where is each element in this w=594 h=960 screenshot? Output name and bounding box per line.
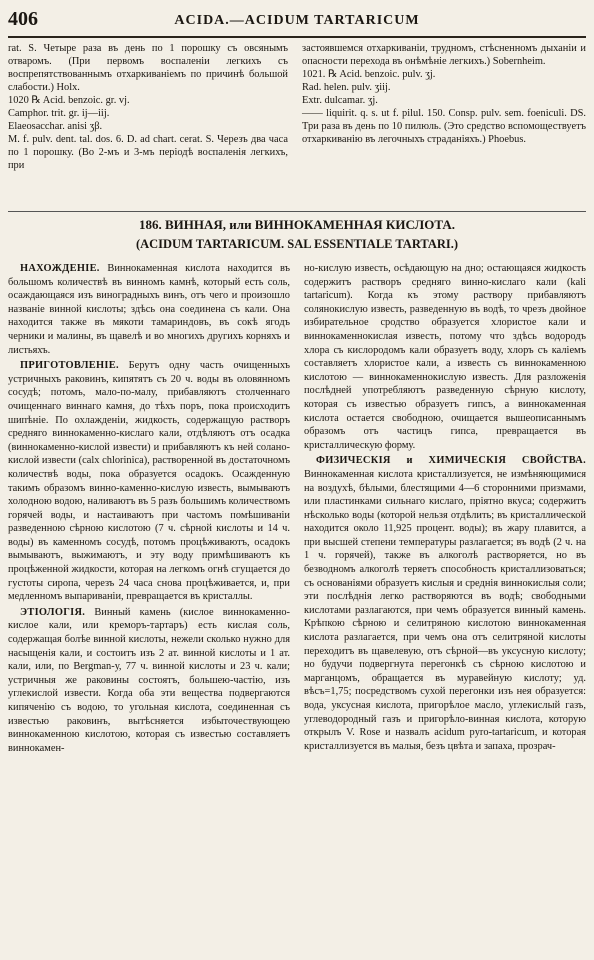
page-number: 406 (8, 8, 38, 30)
paragraph-text: Виннокаменная кислота находится въ большомъ количествѣ въ винномъ камнѣ, который есть соль, осаждающаяся изъ виноградныхъ винъ, отъ чего и произошло названіе винной кислоты; здѣсь она соединена съ кали. Она находится также въ мякоти тамариндовъ, въ сокѣ ягодъ черники и малины, въ щавелѣ и во многихъ другихъ корняхъ и листьяхъ. (8, 263, 290, 356)
body-right-column (304, 262, 586, 753)
section-title: 186. ВИННАЯ, или ВИННОКАМЕННАЯ КИСЛОТА. (139, 217, 455, 232)
prescription-line: 1020 ℞ Acid. benzoic. gr. vj. (8, 95, 130, 106)
section-subtitle: (ACIDUM TARTARICUM. SAL ESSENTIALE TARTARI.) (135, 237, 459, 251)
prescription-line: Rad. helen. pulv. ʒiij. (302, 82, 391, 93)
section-divider (8, 211, 586, 212)
paragraph-continuation (304, 262, 586, 452)
paragraph-heading: ФИЗИЧЕСКІЯ и ХИМИЧЕСКІЯ СВОЙСТВА. (316, 455, 586, 467)
running-title: ACIDA.—ACIDUM TARTARICUM (174, 13, 420, 28)
prescription-text: rat. S. Четыре раза въ день по 1 порошку съ овсянымъ отваромъ. (При первомъ воспаленіи легкихъ съ воспрепятствованнымъ отхаркиваніемъ по причинѣ большой слабости.) Ноlх. (8, 43, 288, 93)
paragraph-etiology (8, 606, 290, 756)
paragraph-text: Винный камень (кислое виннокаменно-кислое кали, или креморъ-тартаръ) есть кислая соль, содержащая болѣе винной кислоты, нежели сколько нужно для насыщенія кали, и состоитъ изъ 2 ат. винной кислоты и 1 ат. кали, или, по Bergman-у, 77 ч. винной кислоты и 23 ч. кали; устричныя же раковины состоятъ, большею-частію, изъ углекислой извести. Когда оба эти вещества подвергаются кипяченію съ водою, то угольная кислота, соединенная съ известью раковинъ, вытѣсняется избыточествующею виннокаменною кислотою, которая съ известью составляетъ виннокамен- (8, 606, 290, 754)
page-header (8, 6, 586, 38)
prescription-text: M. f. pulv. dent. tal. dos. 6. D. ad chart. cerat. S. Черезъ два часа по 1 порошку. (Во 2-мъ и 3-мъ періодѣ воспаленія легкихъ, при (8, 134, 288, 171)
paragraph-preparation (8, 359, 290, 604)
paragraph-text: Виннокаменная кислота кристаллизуется, не измѣняющимися на воздухѣ, бѣлыми, блестящими 4—6 сторонними призмами, или пластинками сильнаго кислаго, пріятно вкуса; содержитъ нѣсколько воды (которой нельзя отдѣлить; въ кристаллической находится около 11,925 процент. воды); въ жару плавится, а при высшей степени температуры разлагается; въ водѣ (2 ч. на 1 ч. горячей), также въ алкоголѣ растворяется, но въ безводномъ алкоголѣ теряетъ способность кристаллизоваться; съ основаніями образуетъ кислыя и среднія виннокислыя соли; эти послѣднія легко растворяются въ водѣ; свободными кислотами разлагаются, при чемъ образуется винный камень. Крѣпкою сѣрною и селитряною кислотою виннокаменная кислота разлагается, при чемъ она отъ селитряной кислоты переходитъ въ щавелевую, отъ сѣрной—въ уксусную кислоту; но будучи подвергнута перегонкѣ съ сѣрною кислотою и марганцомъ, обращается въ муравейную кислоту; уд. вѣсъ=1,75; посредствомъ сухой перегонки изъ нея образуется: вода, уксусная кислота, пригорѣлое масло, углекислый газъ, углеводородный газъ и пригорѣло-винная кислота, которую открылъ V. Rose и назвалъ acidum pyro-tartaricum, и которая кристаллизуется въ малыя, безъ цвѣта и запаха, прозрач- (304, 468, 586, 752)
top-left-column (8, 42, 288, 172)
prescription-line: Camphor. trit. gr. ij—iij. (8, 108, 110, 119)
paragraph-text: но-кислую известь, осѣдающую на дно; остающаяся жидкость содержитъ растворъ средняго винно-кислаго кали (kali tartaricum). Когда къ этому раствору прибавляютъ солянокислую известь, разведенную въ водѣ, то чрезъ двойное избирательное сродство образуется хлористое кали и виннокаменнокислая известь, потому что здѣсь водородъ хлора съ кислородомъ кали образуетъ воду, хлоръ съ каліемъ составляетъ хлористое кали, а известь съ виннокаменною кислотою — виннокаменнокислую известь. Для разложенія послѣдней употребляютъ разведенную сѣрную кислоту, которая съ известью образуетъ гипсъ, а виннокаменная кислота остается свободною, очищается вышеописаннымъ образомъ отъ частицъ гипса, превращается въ кристаллическую форму. (304, 263, 586, 451)
body-left-column (8, 262, 290, 755)
paragraph-heading: ЭТІОЛОГІЯ. (20, 606, 86, 618)
prescription-line: 1021. ℞ Acid. benzoic. pulv. ʒj. (302, 69, 436, 80)
paragraph-properties (304, 454, 586, 753)
paragraph-occurrence (8, 262, 290, 357)
prescription-line: Elaeosacchar. anisi ʒβ. (8, 121, 103, 132)
paragraph-heading: ПРИГОТОВЛЕНІЕ. (20, 360, 119, 372)
prescription-line: Extr. dulcamar. ʒj. (302, 95, 378, 106)
prescription-text: застоявшемся отхаркиваніи, трудномъ, стѣсненномъ дыханіи и опасности перехода въ онѣмѣніе легкихъ.) Sobernheim. (302, 43, 586, 67)
prescription-text: —— liquirit. q. s. ut f. pilul. 150. Consp. pulv. sem. foeniculi. DS. Три раза въ день по 10 пилюль. (Это средство вспомоществуетъ отхаркиванію въ легочныхъ страданіяхъ.) Phoebus. (302, 108, 586, 145)
top-right-column (302, 42, 586, 146)
paragraph-text: Берутъ одну часть очищенныхъ устричныхъ раковинъ, кипятятъ съ 20 ч. воды въ оловянномъ сосудѣ; потомъ, мало-по-малу, прибавляютъ столченнаго очищеннаго виннаго камня, до тѣхъ поръ, пока происходитъ шипѣніе. По охлажденіи, жидкость, содержащую растворъ средняго виннокаменно-кислаго кали, отдѣляютъ отъ осадка (виннокаменно-кислой извести) и прибавляютъ къ ней солано-кислой извести (calx chlorinica), растворенной въ достаточномъ количествѣ воды, пока образуется осадокъ. Осажденную такимъ образомъ винно-каменно-кислую известь, вымываютъ холодною водою, наливаютъ въ 5 разъ большимъ количествомъ горячей воды, и настаиваютъ при частомъ помѣшиваніи разведенною сѣрною кислотою (7 ч. сѣрной кислоты и 14 ч. воды) въ каменномъ сосудѣ, потомъ процѣживаютъ, осадокъ вымываютъ, выжимаютъ, и эту воду примѣшиваютъ къ процѣженной жидкости, которая на легкомъ огнѣ сгущается до густоты сиропа, черезъ 24 часа снова процѣживается, и, при медленномъ выпариваніи, превращается въ кристаллы. (8, 360, 290, 603)
paragraph-heading: НАХОЖДЕНІЕ. (20, 263, 100, 274)
